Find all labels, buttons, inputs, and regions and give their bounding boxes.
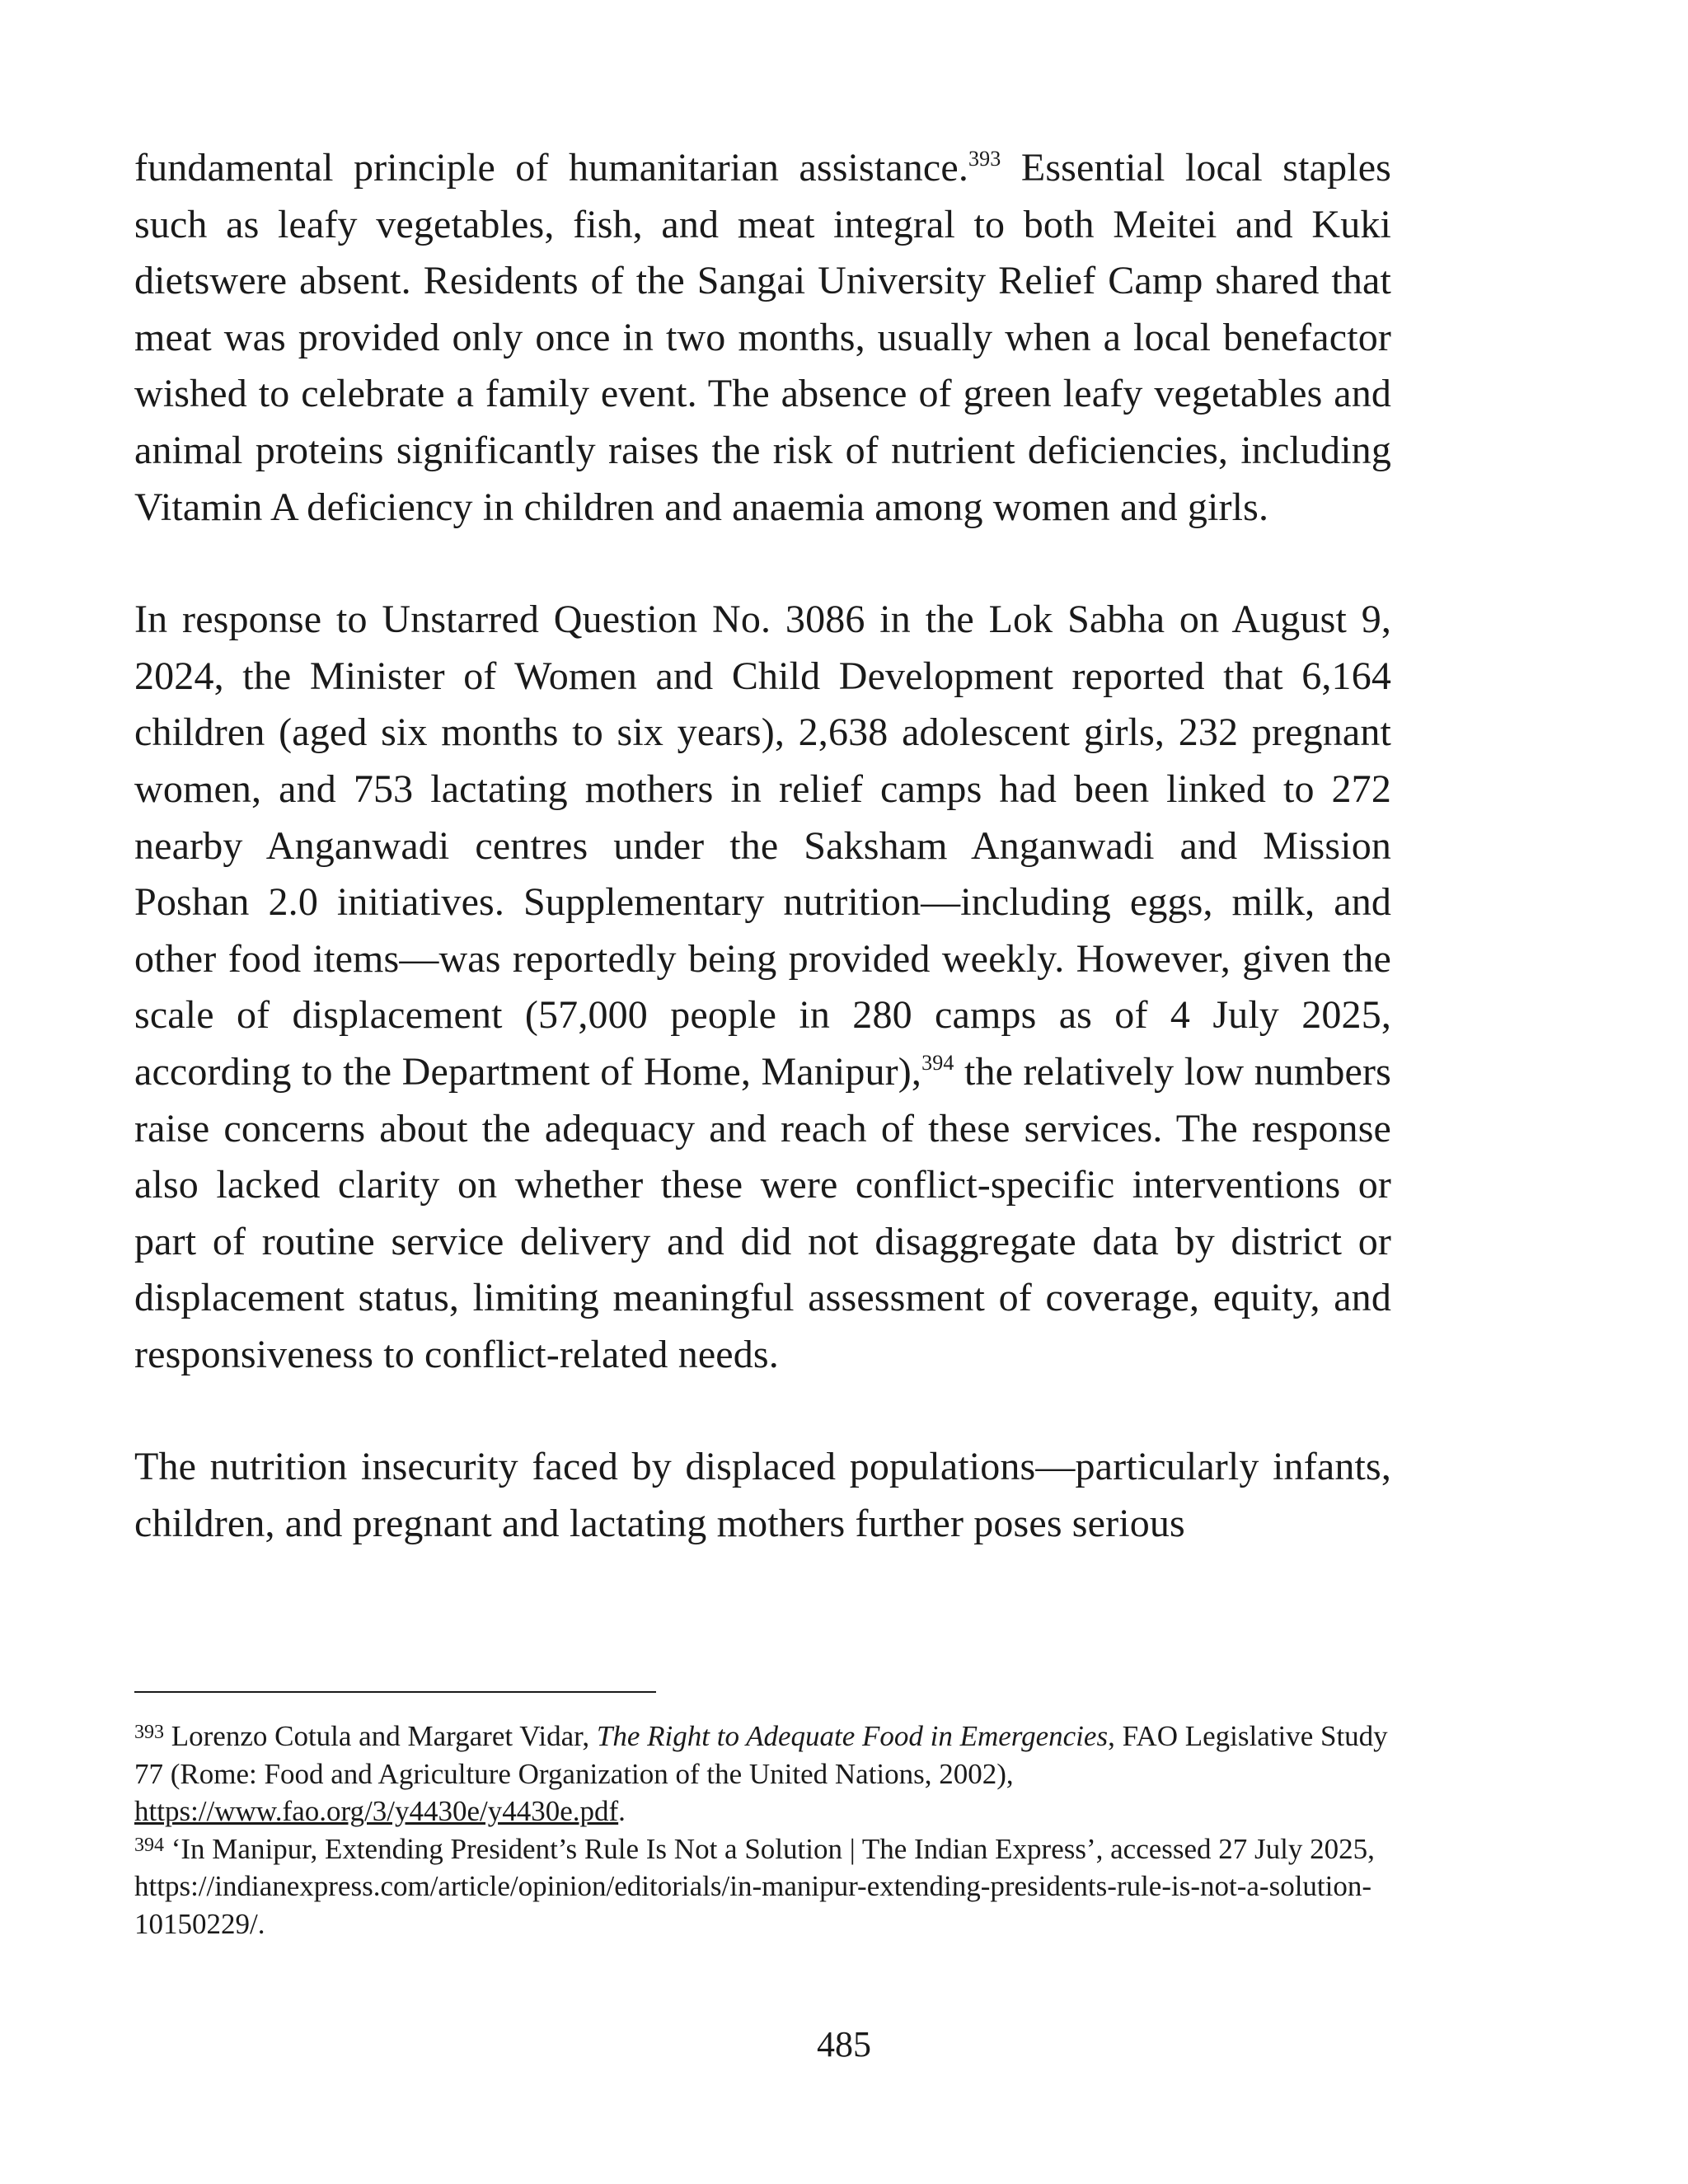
paragraph-food-staples (134, 140, 1391, 536)
footnotes (134, 1718, 1391, 1943)
paragraph-nutrition-insecurity: The nutrition insecurity faced by displaced populations—particularly infants, children, and pregnant and lactating mothers further poses serious (134, 1445, 1391, 1546)
footnote-393 (134, 1718, 1391, 1830)
footnote-ref-393[interactable]: 393 (968, 147, 1001, 171)
footnote-number: 393 (134, 1722, 164, 1743)
footnote-end: . (618, 1795, 626, 1827)
footnote-source-title: The Right to Adequate Food in Emergencies (596, 1720, 1109, 1752)
footnote-ref-394[interactable]: 394 (921, 1050, 954, 1075)
footnote-authors: Lorenzo Cotula and Margaret Vidar, (164, 1720, 597, 1752)
paragraph-lok-sabha-response (134, 592, 1391, 1383)
footnote-separator (134, 1691, 656, 1693)
footnote-link[interactable]: https://www.fao.org/3/y4430e/y4430e.pdf (134, 1795, 619, 1827)
footnote-394 (134, 1830, 1391, 1943)
footnote-text: ‘In Manipur, Extending President’s Rule Is Not a Solution | The Indian Express’, accessed 27 July 2025, https://indianexpress.com/article/opinion/editorials/in-manipur-extending-presidents-rule-is-not-a-solution-10150229/. (134, 1832, 1375, 1940)
main-text (134, 140, 1391, 1553)
paragraph-text: In response to Unstarred Question No. 3086 in the Lok Sabha on August 9, 2024, the Minister of Women and Child Development reported that 6,164 children (aged six months to six years), 2,638 adolescent girls, 232 pregnant women, and 753 lactating mothers in relief camps had been linked to 272 nearby Anganwadi centres under the Saksham Anganwadi and Mission Poshan 2.0 initiatives. Supplementary nutrition—including eggs, milk, and other food items—was reportedly being provided weekly. However, given the scale of displacement (57,000 people in 280 camps as of 4 July 2025, according to the Department of Home, Manipur), (134, 598, 1391, 1094)
page-number: 485 (817, 2024, 871, 2064)
paragraph-text: Essential local staples such as leafy vegetables, fish, and meat integral to both Meitei and Kuki dietswere absent. Residents of the Sangai University Relief Camp shared that meat was provided only once in two months, usually when a local benefactor wished to celebrate a family event. The absence of green leafy vegetables and animal proteins significantly raises the risk of nutrient deficiencies, including Vitamin A deficiency in children and anaemia among women and girls. (134, 146, 1392, 529)
paragraph-text: fundamental principle of humanitarian assistance. (134, 146, 968, 190)
footnote-number: 394 (134, 1834, 164, 1856)
footnote-details: , FAO Legislative Study 77 (Rome: Food and Agriculture Organization of the United Nations, 2002), (134, 1720, 1388, 1790)
paragraph-text: the relatively low numbers raise concerns about the adequacy and reach of these services. The response also lacked clarity on whether these were conflict-specific interventions or part of routine service delivery and did not disaggregate data by district or displacement status, limiting meaningful assessment of coverage, equity, and responsiveness to conflict-related needs. (134, 1049, 1391, 1376)
